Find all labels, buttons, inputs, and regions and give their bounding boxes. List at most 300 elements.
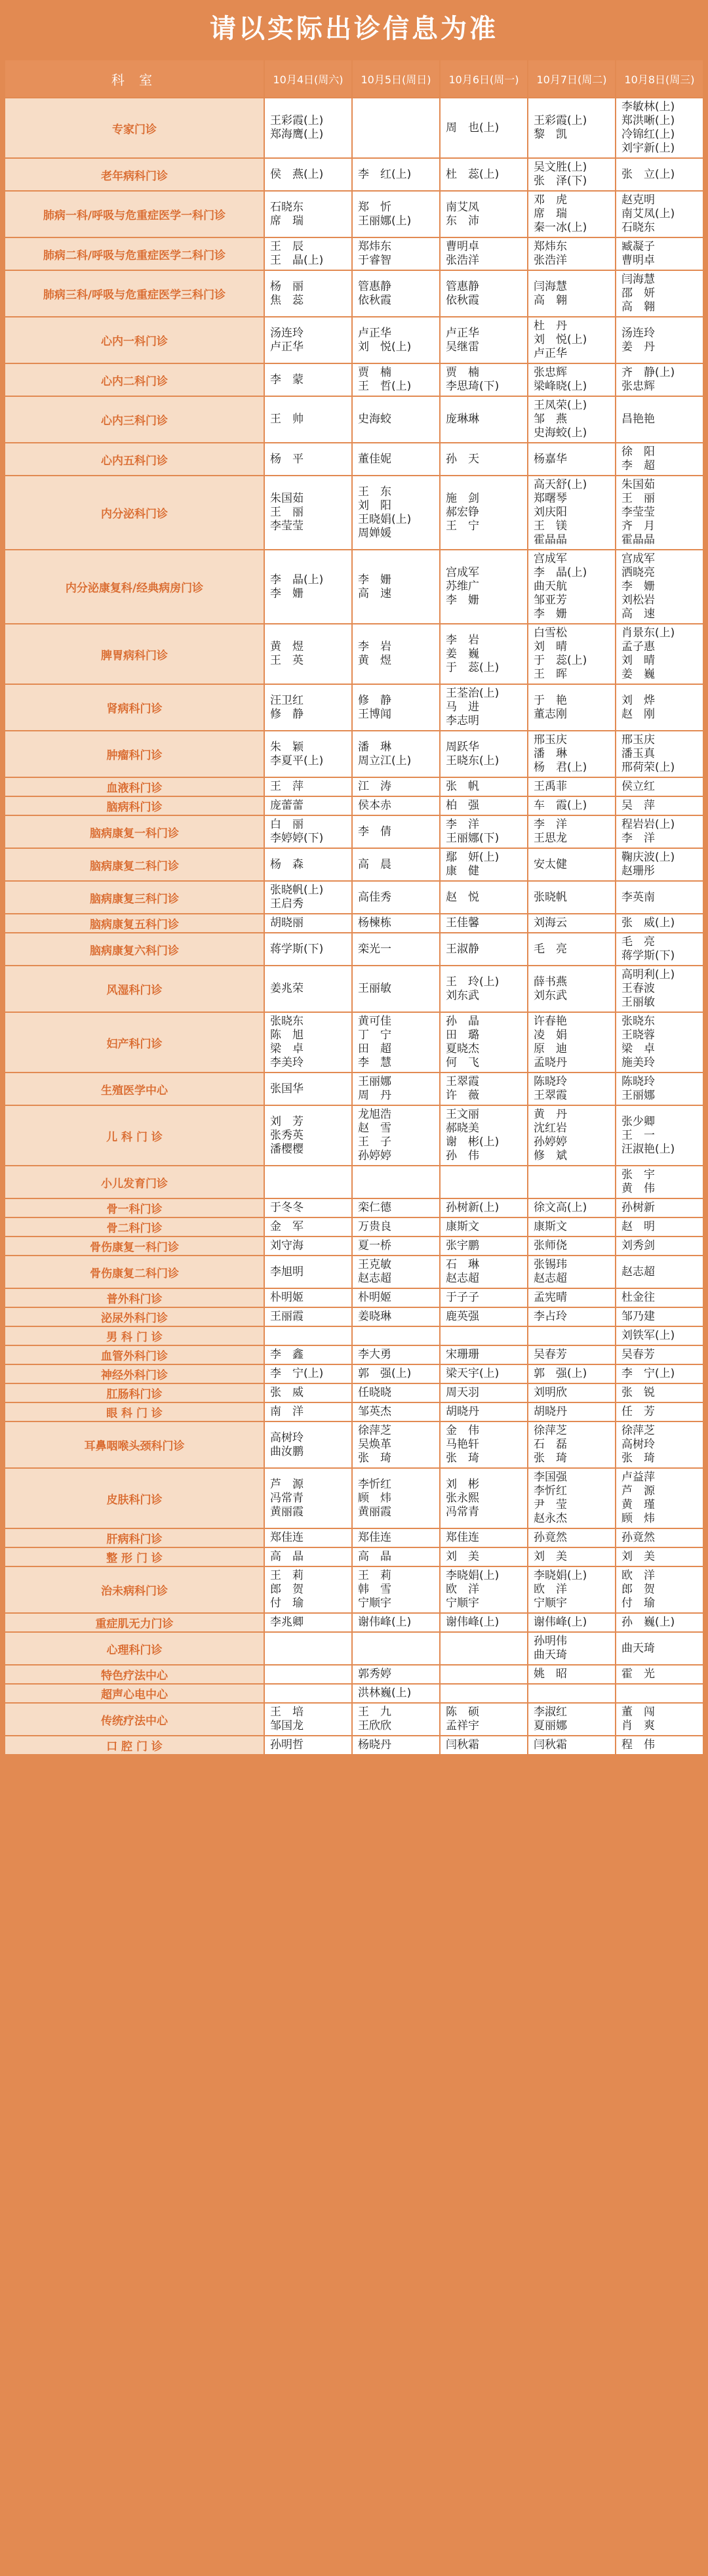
doctor-name: 高 速 bbox=[621, 607, 655, 621]
doctor-name: 郎 贺 bbox=[621, 1583, 655, 1596]
doctor-name: 康 健 bbox=[446, 865, 479, 878]
doctor-name: 姜 巍 bbox=[446, 647, 479, 661]
doctor-name: 赵 悦 bbox=[446, 890, 479, 904]
doctor-name: 潘 琳 bbox=[358, 740, 391, 754]
schedule-cell bbox=[440, 191, 528, 237]
doctor-name: 李 宁(上) bbox=[270, 1367, 324, 1380]
doctor-name: 吴春芳 bbox=[621, 1348, 655, 1361]
doctor-name: 万贵良 bbox=[358, 1220, 391, 1233]
doctor-name: 郭秀婷 bbox=[358, 1667, 391, 1681]
schedule-cell bbox=[264, 270, 352, 317]
schedule-cell bbox=[528, 796, 616, 815]
doctor-name: 王 莉 bbox=[358, 1569, 391, 1582]
schedule-cell bbox=[440, 1684, 528, 1703]
department-name: 心内二科门诊 bbox=[5, 363, 264, 396]
schedule-cell bbox=[528, 1547, 616, 1566]
schedule-cell bbox=[352, 1528, 440, 1547]
doctor-name: 欧 洋 bbox=[446, 1583, 479, 1596]
doctor-name: 曲天琦 bbox=[621, 1641, 655, 1655]
doctor-name: 黄丽霞 bbox=[270, 1505, 304, 1519]
schedule-cell bbox=[528, 1632, 616, 1665]
doctor-name: 吴春芳 bbox=[534, 1348, 567, 1361]
doctor-name: 王 辰 bbox=[270, 240, 304, 253]
doctor-name: 曲天琦 bbox=[534, 1648, 567, 1662]
schedule-cell bbox=[352, 684, 440, 731]
doctor-name: 张师侥 bbox=[534, 1239, 567, 1252]
department-name: 整 形 门 诊 bbox=[5, 1547, 264, 1566]
doctor-name: 栾仁德 bbox=[358, 1201, 391, 1214]
doctor-name: 王彩霞(上) bbox=[534, 114, 587, 127]
department-name: 脑病科门诊 bbox=[5, 796, 264, 815]
doctor-name: 依秋霞 bbox=[446, 293, 479, 307]
doctor-name: 康斯文 bbox=[534, 1220, 567, 1233]
schedule-cell bbox=[616, 881, 703, 914]
doctor-name: 肖景东(上) bbox=[621, 626, 675, 640]
schedule-cell bbox=[264, 1703, 352, 1736]
table-row bbox=[5, 1288, 703, 1307]
doctor-name: 李晓娟(上) bbox=[446, 1569, 500, 1582]
schedule-cell bbox=[616, 1364, 703, 1383]
doctor-name: 李晓娟(上) bbox=[534, 1569, 587, 1582]
doctor-name: 黄 煜 bbox=[358, 654, 391, 667]
schedule-cell bbox=[616, 1402, 703, 1421]
schedule-cell bbox=[528, 270, 616, 317]
doctor-name: 王克敏 bbox=[358, 1258, 391, 1271]
schedule-cell bbox=[616, 270, 703, 317]
doctor-name: 东 沛 bbox=[446, 214, 479, 228]
doctor-name: 程岩岩(上) bbox=[621, 818, 675, 831]
doctor-name: 闫海慧 bbox=[534, 279, 567, 293]
doctor-name: 金 军 bbox=[270, 1220, 304, 1233]
doctor-name: 李 蒙 bbox=[270, 373, 304, 386]
schedule-cell bbox=[528, 1736, 616, 1755]
department-name: 肿瘤科门诊 bbox=[5, 731, 264, 777]
doctor-name: 霍 光 bbox=[621, 1667, 655, 1681]
schedule-cell bbox=[616, 191, 703, 237]
schedule-cell bbox=[440, 1307, 528, 1326]
schedule-cell bbox=[616, 684, 703, 731]
schedule-cell bbox=[528, 1684, 616, 1703]
table-row bbox=[5, 1364, 703, 1383]
header-date: 10月5日(周日) bbox=[352, 60, 440, 98]
doctor-name: 李 姗 bbox=[534, 607, 567, 621]
doctor-name: 孙竟然 bbox=[621, 1531, 655, 1544]
schedule-cell bbox=[264, 1632, 352, 1665]
schedule-cell bbox=[264, 1198, 352, 1217]
doctor-name: 宋珊珊 bbox=[446, 1348, 479, 1361]
doctor-name: 李志明 bbox=[446, 714, 479, 727]
department-name: 儿 科 门 诊 bbox=[5, 1105, 264, 1166]
doctor-name: 郎 贺 bbox=[270, 1583, 304, 1596]
schedule-cell bbox=[528, 966, 616, 1012]
schedule-cell bbox=[264, 1468, 352, 1528]
doctor-name: 修 静 bbox=[358, 693, 391, 707]
doctor-name: 王春波 bbox=[621, 982, 655, 995]
doctor-name: 宫成军 bbox=[534, 552, 567, 565]
doctor-name: 李 姗 bbox=[621, 580, 655, 593]
schedule-cell bbox=[440, 1345, 528, 1364]
doctor-name: 张锡玮 bbox=[534, 1258, 567, 1271]
doctor-name: 张 宇 bbox=[621, 1168, 655, 1181]
doctor-name: 霍晶晶 bbox=[621, 533, 655, 546]
schedule-cell bbox=[264, 1383, 352, 1402]
department-name: 肾病科门诊 bbox=[5, 684, 264, 731]
doctor-name: 赵 明 bbox=[621, 1220, 655, 1233]
doctor-name: 杨 平 bbox=[270, 452, 304, 466]
department-name: 肛肠科门诊 bbox=[5, 1383, 264, 1402]
schedule-cell bbox=[440, 1703, 528, 1736]
schedule-cell bbox=[616, 1421, 703, 1468]
doctor-name: 黄可佳 bbox=[358, 1015, 391, 1028]
schedule-cell bbox=[528, 1345, 616, 1364]
doctor-name: 姜 丹 bbox=[621, 340, 655, 354]
doctor-name: 陈晓玲 bbox=[534, 1075, 567, 1088]
schedule-cell bbox=[352, 443, 440, 476]
doctor-name: 石晓东 bbox=[621, 221, 655, 234]
schedule-cell bbox=[528, 777, 616, 796]
schedule-cell bbox=[352, 270, 440, 317]
table-row bbox=[5, 731, 703, 777]
doctor-name: 孙 伟 bbox=[446, 1149, 479, 1162]
doctor-name: 于睿智 bbox=[358, 254, 391, 267]
doctor-name: 邹亚芳 bbox=[534, 594, 567, 607]
schedule-cell bbox=[352, 1345, 440, 1364]
doctor-name: 郭 强(上) bbox=[534, 1367, 587, 1380]
department-name: 传统疗法中心 bbox=[5, 1703, 264, 1736]
doctor-name: 李 超 bbox=[621, 459, 655, 472]
department-name: 血管外科门诊 bbox=[5, 1345, 264, 1364]
doctor-name: 许春艳 bbox=[534, 1015, 567, 1028]
schedule-cell bbox=[616, 1468, 703, 1528]
department-name: 重症肌无力门诊 bbox=[5, 1613, 264, 1632]
doctor-name: 李 红(上) bbox=[358, 167, 412, 181]
doctor-name: 马艳轩 bbox=[446, 1438, 479, 1451]
department-name: 口 腔 门 诊 bbox=[5, 1736, 264, 1755]
doctor-name: 王 萍 bbox=[270, 780, 304, 793]
schedule-cell bbox=[352, 1166, 440, 1198]
schedule-cell bbox=[264, 1326, 352, 1345]
doctor-name: 刘 美 bbox=[621, 1550, 655, 1563]
schedule-cell bbox=[528, 1012, 616, 1073]
schedule-cell bbox=[528, 1073, 616, 1105]
doctor-name: 修 静 bbox=[270, 707, 304, 721]
doctor-name: 郑曙琴 bbox=[534, 492, 567, 505]
schedule-cell bbox=[352, 1364, 440, 1383]
doctor-name: 胡晓丹 bbox=[534, 1405, 567, 1418]
doctor-name: 刘 美 bbox=[446, 1550, 479, 1563]
doctor-name: 马 进 bbox=[446, 701, 479, 714]
doctor-name: 杨楝栋 bbox=[358, 916, 391, 930]
schedule-cell bbox=[528, 1528, 616, 1547]
table-row bbox=[5, 237, 703, 270]
doctor-name: 刘 彬 bbox=[446, 1477, 479, 1491]
department-name: 脑病康复一科门诊 bbox=[5, 815, 264, 848]
table-row bbox=[5, 1421, 703, 1468]
schedule-cell bbox=[264, 1528, 352, 1547]
schedule-cell bbox=[264, 848, 352, 881]
schedule-cell bbox=[440, 881, 528, 914]
doctor-name: 邹国龙 bbox=[270, 1719, 304, 1732]
table-row bbox=[5, 1198, 703, 1217]
doctor-name: 贾 楠 bbox=[358, 366, 391, 379]
schedule-cell bbox=[264, 684, 352, 731]
doctor-name: 刘庆阳 bbox=[534, 506, 567, 519]
schedule-cell bbox=[616, 1073, 703, 1105]
schedule-cell bbox=[528, 98, 616, 158]
doctor-name: 吴继雷 bbox=[446, 340, 479, 354]
doctor-name: 高 翱 bbox=[534, 293, 567, 307]
doctor-name: 孙 巍(上) bbox=[621, 1616, 675, 1629]
doctor-name: 邢荷荣(上) bbox=[621, 761, 675, 774]
schedule-cell bbox=[264, 1402, 352, 1421]
schedule-cell bbox=[528, 191, 616, 237]
doctor-name: 张 威(上) bbox=[621, 916, 675, 930]
schedule-cell bbox=[528, 1665, 616, 1684]
doctor-name: 管惠静 bbox=[446, 279, 479, 293]
schedule-cell bbox=[616, 848, 703, 881]
doctor-name: 张少卿 bbox=[621, 1114, 655, 1128]
doctor-name: 于冬冬 bbox=[270, 1201, 304, 1214]
doctor-name: 汤连玲 bbox=[621, 326, 655, 340]
doctor-name: 朴明姬 bbox=[270, 1291, 304, 1304]
schedule-cell bbox=[528, 1326, 616, 1345]
doctor-name: 何 飞 bbox=[446, 1056, 479, 1069]
table-row bbox=[5, 1073, 703, 1105]
schedule-cell bbox=[440, 1217, 528, 1237]
doctor-name: 洪林巍(上) bbox=[358, 1687, 412, 1700]
schedule-cell bbox=[264, 1166, 352, 1198]
schedule-cell bbox=[616, 1345, 703, 1364]
department-name: 皮肤科门诊 bbox=[5, 1468, 264, 1528]
schedule-cell bbox=[616, 815, 703, 848]
doctor-name: 赵珊彤 bbox=[621, 865, 655, 878]
schedule-cell bbox=[352, 914, 440, 933]
doctor-name: 梁峰晓(上) bbox=[534, 380, 587, 393]
schedule-cell bbox=[264, 363, 352, 396]
doctor-name: 冷锦红(上) bbox=[621, 128, 675, 141]
department-name: 脑病康复三科门诊 bbox=[5, 881, 264, 914]
department-name: 风湿科门诊 bbox=[5, 966, 264, 1012]
doctor-name: 贾 楠 bbox=[446, 366, 479, 379]
schedule-cell bbox=[440, 1288, 528, 1307]
doctor-name: 姜 巍 bbox=[621, 668, 655, 681]
schedule-cell bbox=[352, 191, 440, 237]
doctor-name: 李莹莹 bbox=[270, 520, 304, 533]
department-name: 心内五科门诊 bbox=[5, 443, 264, 476]
department-name: 骨伤康复二科门诊 bbox=[5, 1256, 264, 1288]
doctor-name: 汪淑艳(上) bbox=[621, 1142, 675, 1156]
schedule-cell bbox=[440, 1421, 528, 1468]
doctor-name: 刘海云 bbox=[534, 916, 567, 930]
table-row bbox=[5, 914, 703, 933]
schedule-cell bbox=[616, 158, 703, 191]
doctor-name: 黄 煜 bbox=[270, 640, 304, 653]
doctor-name: 张 琦 bbox=[621, 1452, 655, 1465]
schedule-cell bbox=[440, 1256, 528, 1288]
doctor-name: 郑佳连 bbox=[358, 1531, 391, 1544]
doctor-name: 闫海慧 bbox=[621, 273, 655, 286]
doctor-name: 周立江(上) bbox=[358, 754, 412, 767]
schedule-cell bbox=[440, 848, 528, 881]
schedule-cell bbox=[264, 1105, 352, 1166]
doctor-name: 张忠辉 bbox=[534, 366, 567, 379]
doctor-name: 徐萍芝 bbox=[621, 1424, 655, 1437]
schedule-cell bbox=[616, 1217, 703, 1237]
schedule-cell bbox=[616, 1528, 703, 1547]
schedule-cell bbox=[264, 1256, 352, 1288]
schedule-table bbox=[4, 59, 704, 1755]
schedule-cell bbox=[528, 476, 616, 550]
doctor-name: 王丽敏 bbox=[358, 982, 391, 995]
schedule-cell bbox=[616, 777, 703, 796]
doctor-name: 鹿英强 bbox=[446, 1310, 479, 1323]
doctor-name: 南 洋 bbox=[270, 1405, 304, 1418]
doctor-name: 杨 森 bbox=[270, 857, 304, 871]
schedule-cell bbox=[440, 1383, 528, 1402]
schedule-cell bbox=[264, 914, 352, 933]
schedule-cell bbox=[528, 1364, 616, 1383]
schedule-cell bbox=[440, 933, 528, 966]
doctor-name: 龙旭浩 bbox=[358, 1108, 391, 1121]
schedule-cell bbox=[616, 550, 703, 624]
doctor-name: 黄 丹 bbox=[534, 1108, 567, 1121]
doctor-name: 谢伟峰(上) bbox=[358, 1616, 412, 1629]
department-name: 骨二科门诊 bbox=[5, 1217, 264, 1237]
schedule-cell bbox=[528, 1198, 616, 1217]
doctor-name: 王晓蓉 bbox=[621, 1029, 655, 1042]
doctor-name: 张 立(上) bbox=[621, 167, 675, 181]
schedule-cell bbox=[440, 396, 528, 443]
doctor-name: 王翠霞 bbox=[446, 1075, 479, 1088]
doctor-name: 潘 琳 bbox=[534, 747, 567, 760]
doctor-name: 赵志超 bbox=[446, 1272, 479, 1285]
doctor-name: 高树玲 bbox=[270, 1431, 304, 1444]
schedule-cell bbox=[528, 933, 616, 966]
doctor-name: 江 涛 bbox=[358, 780, 391, 793]
doctor-name: 张 帆 bbox=[446, 780, 479, 793]
schedule-cell bbox=[352, 158, 440, 191]
doctor-name: 周婵媛 bbox=[358, 526, 391, 540]
header-date: 10月6日(周一) bbox=[440, 60, 528, 98]
doctor-name: 刘明欣 bbox=[534, 1386, 567, 1399]
schedule-cell bbox=[440, 158, 528, 191]
schedule-cell bbox=[616, 1566, 703, 1613]
schedule-cell bbox=[352, 966, 440, 1012]
doctor-name: 李占玲 bbox=[534, 1310, 567, 1323]
table-row bbox=[5, 1105, 703, 1166]
department-name: 肺病一科/呼吸与危重症医学一科门诊 bbox=[5, 191, 264, 237]
doctor-name: 柏 强 bbox=[446, 799, 479, 812]
doctor-name: 潘玉真 bbox=[621, 747, 655, 760]
schedule-cell bbox=[440, 777, 528, 796]
doctor-name: 闫秋霜 bbox=[534, 1738, 567, 1751]
table-row bbox=[5, 1166, 703, 1198]
doctor-name: 张晓帆(上) bbox=[270, 884, 324, 897]
schedule-cell bbox=[440, 1665, 528, 1684]
doctor-name: 李 晶(上) bbox=[270, 573, 324, 586]
doctor-name: 康斯文 bbox=[446, 1220, 479, 1233]
department-name: 耳鼻咽喉头颈科门诊 bbox=[5, 1421, 264, 1468]
doctor-name: 高明利(上) bbox=[621, 968, 675, 981]
doctor-name: 臧凝子 bbox=[621, 240, 655, 253]
doctor-name: 白 丽 bbox=[270, 818, 304, 831]
schedule-cell bbox=[352, 796, 440, 815]
doctor-name: 李 洋 bbox=[446, 818, 479, 831]
schedule-cell bbox=[440, 1237, 528, 1256]
doctor-name: 杨 君(上) bbox=[534, 761, 587, 774]
doctor-name: 朴明姬 bbox=[358, 1291, 391, 1304]
doctor-name: 董 闯 bbox=[621, 1706, 655, 1719]
doctor-name: 李 宁(上) bbox=[621, 1367, 675, 1380]
doctor-name: 王彩霞(上) bbox=[270, 114, 324, 127]
doctor-name: 李 洋 bbox=[534, 818, 567, 831]
schedule-cell bbox=[264, 796, 352, 815]
schedule-cell bbox=[440, 1198, 528, 1217]
doctor-name: 任晓晓 bbox=[358, 1386, 391, 1399]
table-row bbox=[5, 443, 703, 476]
doctor-name: 依秋霞 bbox=[358, 293, 391, 307]
doctor-name: 李 慧 bbox=[358, 1056, 391, 1069]
department-name: 骨一科门诊 bbox=[5, 1198, 264, 1217]
table-row bbox=[5, 550, 703, 624]
doctor-name: 孙 天 bbox=[446, 452, 479, 466]
schedule-cell bbox=[616, 443, 703, 476]
doctor-name: 韩 雪 bbox=[358, 1583, 391, 1596]
schedule-cell bbox=[528, 1217, 616, 1237]
schedule-cell bbox=[528, 624, 616, 684]
doctor-name: 卢正华 bbox=[534, 347, 567, 360]
schedule-cell bbox=[352, 98, 440, 158]
schedule-cell bbox=[352, 1307, 440, 1326]
table-row bbox=[5, 1012, 703, 1073]
doctor-name: 王 镁 bbox=[534, 520, 567, 533]
doctor-name: 汪卫红 bbox=[270, 693, 304, 707]
doctor-name: 宁顺宇 bbox=[446, 1597, 479, 1610]
doctor-name: 张浩洋 bbox=[534, 254, 567, 267]
page-title: 请以实际出诊信息为准 bbox=[210, 14, 498, 44]
doctor-name: 卢益萍 bbox=[621, 1471, 655, 1484]
schedule-cell bbox=[352, 1402, 440, 1421]
doctor-name: 施 剑 bbox=[446, 492, 479, 505]
department-name: 脑病康复二科门诊 bbox=[5, 848, 264, 881]
department-name: 泌尿外科门诊 bbox=[5, 1307, 264, 1326]
doctor-name: 于 蕊(上) bbox=[534, 654, 587, 667]
table-row bbox=[5, 881, 703, 914]
doctor-name: 付 瑜 bbox=[270, 1597, 304, 1610]
doctor-name: 李 姗 bbox=[446, 594, 479, 607]
schedule-cell bbox=[264, 550, 352, 624]
table-row bbox=[5, 98, 703, 158]
schedule-cell bbox=[352, 624, 440, 684]
header-date: 10月4日(周六) bbox=[264, 60, 352, 98]
schedule-cell bbox=[352, 1198, 440, 1217]
schedule-cell bbox=[616, 1012, 703, 1073]
doctor-name: 黄丽霞 bbox=[358, 1505, 391, 1519]
header-date: 10月8日(周三) bbox=[616, 60, 703, 98]
doctor-name: 王 子 bbox=[358, 1135, 391, 1149]
doctor-name: 王荃治(上) bbox=[446, 687, 500, 700]
schedule-cell bbox=[264, 624, 352, 684]
doctor-name: 谢伟峰(上) bbox=[446, 1616, 500, 1629]
schedule-cell bbox=[528, 363, 616, 396]
header-date: 10月7日(周二) bbox=[528, 60, 616, 98]
doctor-name: 吴 萍 bbox=[621, 799, 655, 812]
doctor-name: 郑佳连 bbox=[270, 1531, 304, 1544]
schedule-cell bbox=[528, 1288, 616, 1307]
doctor-name: 杜 丹 bbox=[534, 319, 567, 333]
doctor-name: 王丽霞 bbox=[270, 1310, 304, 1323]
schedule-cell bbox=[352, 1684, 440, 1703]
